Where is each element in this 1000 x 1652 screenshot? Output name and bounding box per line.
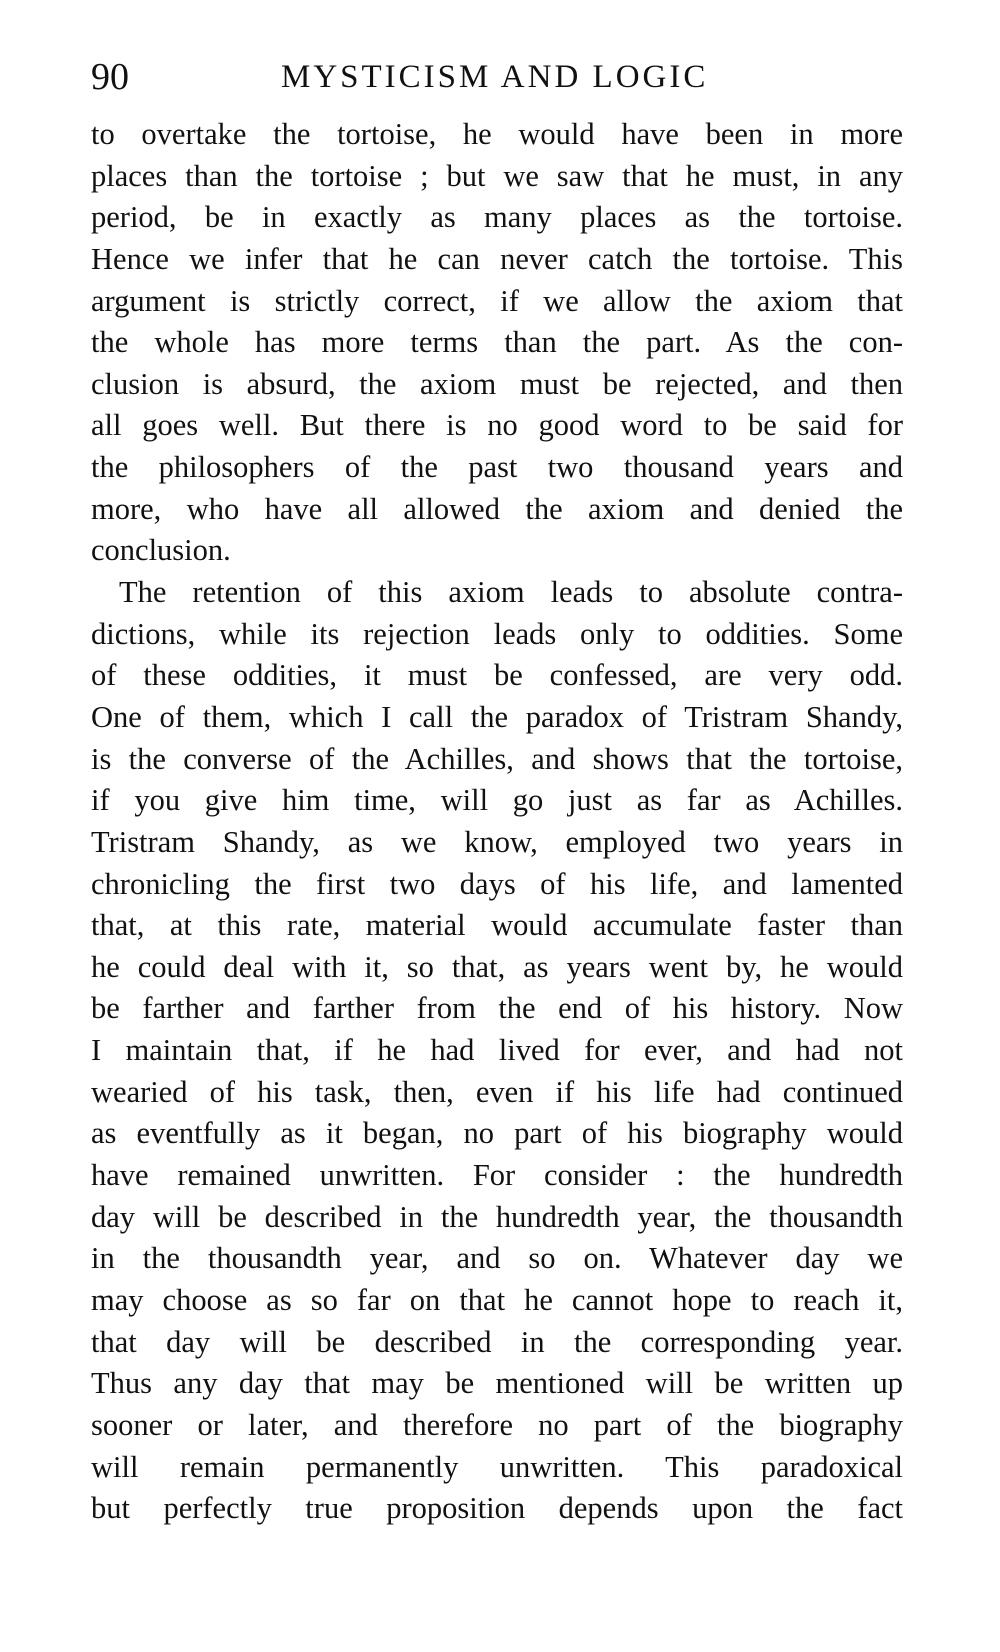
text-line: I maintain that, if he had lived for ever, and had not (91, 1033, 903, 1068)
text-line: sooner or later, and therefore no part of the biography (91, 1407, 903, 1442)
text-line: the whole has more terms than the part. As the con- (91, 325, 903, 360)
text-line: that, at this rate, material would accumulate faster than (91, 908, 903, 943)
text-line: but perfectly true proposition depends upon the fact (91, 1491, 903, 1526)
paragraph-2 (91, 572, 903, 1530)
body-text (91, 114, 903, 1530)
book-page (91, 52, 903, 1530)
running-title: MYSTICISM AND LOGIC (281, 59, 709, 95)
text-line: The retention of this axiom leads to absolute contra- (119, 575, 903, 610)
text-line: all goes well. But there is no good word to be said for (91, 408, 903, 443)
text-line: chronicling the first two days of his life, and lamented (91, 866, 903, 901)
text-line: One of them, which I call the paradox of Tristram Shandy, (91, 699, 903, 734)
running-head (91, 52, 903, 102)
text-line: the philosophers of the past two thousand years and (91, 450, 903, 485)
text-line: period, be in exactly as many places as the tortoise. (91, 200, 903, 235)
text-line: dictions, while its rejection leads only to oddities. Some (91, 616, 903, 651)
text-line: as eventfully as it began, no part of his biography would (91, 1116, 903, 1151)
text-line: wearied of his task, then, even if his life had continued (91, 1074, 903, 1109)
text-line: is the converse of the Achilles, and shows that the tortoise, (91, 741, 903, 776)
text-line: be farther and farther from the end of his history. Now (91, 991, 903, 1026)
text-line: conclusion. (91, 533, 231, 568)
text-line: day will be described in the hundredth year, the thousandth (91, 1199, 903, 1234)
text-line: clusion is absurd, the axiom must be rejected, and then (91, 366, 903, 401)
paragraph-1 (91, 114, 903, 572)
text-line: that day will be described in the corresponding year. (91, 1324, 903, 1359)
text-line: more, who have all allowed the axiom and denied the (91, 491, 903, 526)
text-line: to overtake the tortoise, he would have been in more (91, 117, 903, 151)
text-line: Thus any day that may be mentioned will be written up (91, 1366, 903, 1401)
text-line: have remained unwritten. For consider : the hundredth (91, 1158, 903, 1193)
text-line: will remain permanently unwritten. This paradoxical (91, 1449, 903, 1484)
text-line: he could deal with it, so that, as years went by, he would (91, 949, 903, 984)
text-line: in the thousandth year, and so on. Whatever day we (91, 1241, 903, 1276)
text-line: if you give him time, will go just as far as Achilles. (91, 783, 903, 818)
text-line: places than the tortoise ; but we saw that he must, in any (91, 158, 903, 193)
text-line: of these oddities, it must be confessed, are very odd. (91, 658, 903, 693)
page-number: 90 (91, 56, 129, 98)
text-line: may choose as so far on that he cannot hope to reach it, (91, 1282, 903, 1317)
text-line: Hence we infer that he can never catch the tortoise. This (91, 241, 903, 276)
text-line: argument is strictly correct, if we allow the axiom that (91, 283, 903, 318)
text-line: Tristram Shandy, as we know, employed two years in (91, 824, 903, 859)
